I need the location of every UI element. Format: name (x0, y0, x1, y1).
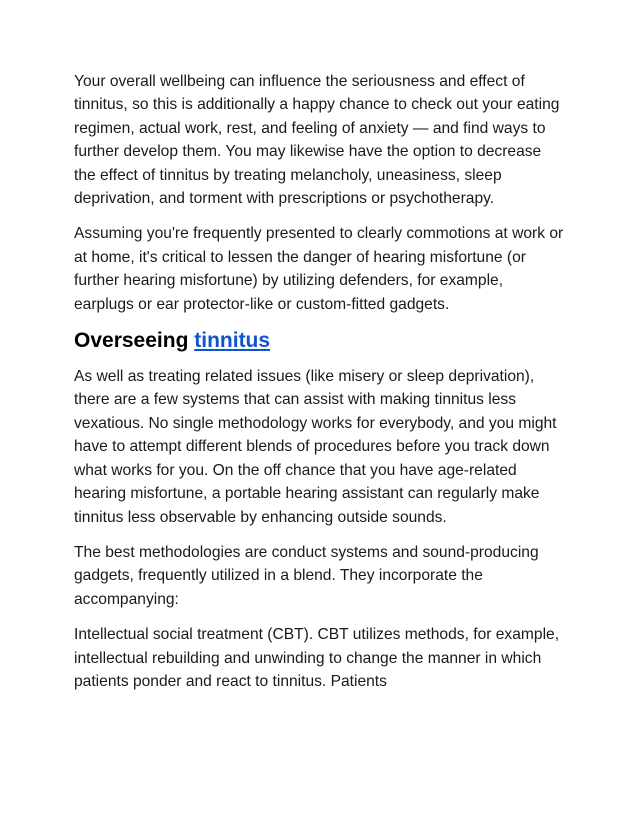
heading-text: Overseeing (74, 329, 189, 353)
paragraph-methodologies: The best methodologies are conduct systems and sound-producing gadgets, frequently utilized in a blend. They incorporate the accompanying: (74, 543, 539, 608)
tinnitus-link[interactable]: tinnitus (194, 329, 271, 353)
paragraph-noise-exposure: Assuming you're frequently presented to clearly commotions at work or at home, it's critical to lessen the danger of hearing misfortune (or further hearing misfortune) by utilizing defenders, for example, earplugs or ear protector-like or custom-fitted gadgets. (74, 225, 564, 313)
paragraph-cbt: Intellectual social treatment (CBT). CBT utilizes methods, for example, intellectual rebuilding and unwinding to change the manner in which patients ponder and react to tinnitus. Patients (74, 626, 560, 690)
paragraph-wellbeing: Your overall wellbeing can influence the seriousness and effect of tinnitus, so this is additionally a happy chance to check out your eating regimen, actual work, rest, and feeling of anxiety — and find ways to further develop them. You may likewise have the option to decrease the effect of tinnitus by treating melancholy, uneasiness, sleep deprivation, and torment with prescriptions or psychotherapy. (74, 73, 560, 208)
paragraph-related-issues: As well as treating related issues (like misery or sleep deprivation), there are a few systems that can assist with making tinnitus less vexatious. No single methodology works for everybody, and you might have to attempt different blends of procedures before you track down what works for you. On the off chance that you have age-related hearing misfortune, a portable hearing assistant can regularly make tinnitus less observable by enhancing outside sounds. (74, 368, 557, 526)
section-heading (74, 328, 566, 354)
document-body (74, 70, 566, 705)
